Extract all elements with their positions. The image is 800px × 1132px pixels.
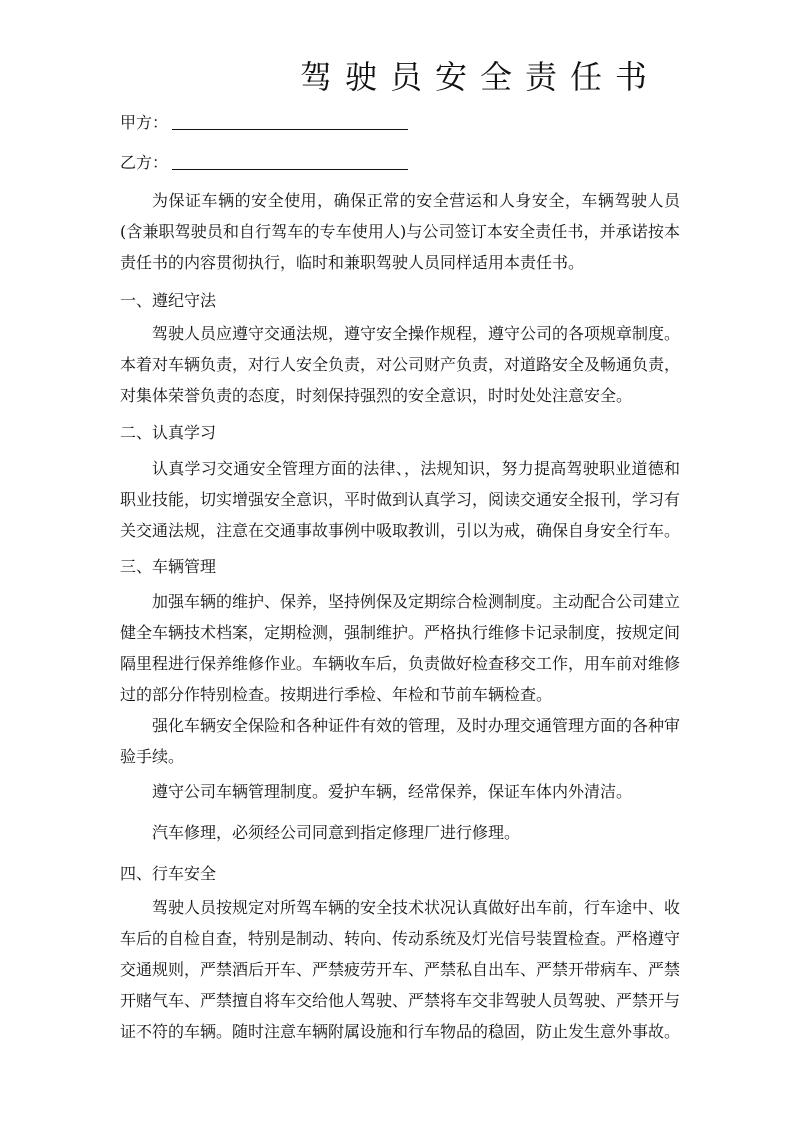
section-3-paragraph-4: 汽车修理，必须经公司同意到指定修理厂进行修理。 [152, 823, 521, 842]
party-b-label: 乙方： [120, 153, 169, 172]
document-title: 驾驶员安全责任书 [300, 58, 661, 96]
section-3-paragraph-2: 强化车辆安全保险和各种证件有效的管理，及时办理交通管理方面的各种审验手续。 [120, 716, 681, 766]
section-1-paragraph-1: 驾驶人员应遵守交通法规，遵守安全操作规程，遵守公司的各项规章制度。本着对车辆负责，对行人安全负责，对公司财产负责，对道路安全及畅通负责，对集体荣誉负责的态度，时刻保持强烈的安全意识，时时处处注意安全。 [120, 324, 681, 405]
section-heading-3: 三、车辆管理 [120, 557, 217, 576]
section-heading-2: 二、认真学习 [120, 423, 217, 442]
section-heading-4: 四、行车安全 [120, 864, 217, 883]
party-b-line [120, 150, 408, 173]
section-2-paragraph-1: 认真学习交通安全管理方面的法律、，法规知识，努力提高驾驶职业道德和职业技能，切实增强安全意识，平时做到认真学习，阅读交通安全报刊，学习有关交通法规，注意在交通事故事例中吸取教训，引以为戒，确保自身安全行车。 [120, 459, 681, 540]
section-4-paragraph-1: 驾驶人员按规定对所驾车辆的安全技术状况认真做好出车前，行车途中、收车后的自检自查，特别是制动、转向、传动系统及灯光信号装置检查。严格遵守交通规则，严禁酒后开车、严禁疲劳开车、严禁私自出车、严禁开带病车、严禁开赌气车、严禁擅自将车交给他人驾驶、严禁将车交非驾驶人员驾驶、严禁开与证不符的车辆。随时注意车辆附属设施和行车物品的稳固，防止发生意外事故。 [120, 898, 681, 1041]
section-3-paragraph-3: 遵守公司车辆管理制度。爱护车辆，经常保养，保证车体内外清洁。 [152, 782, 633, 801]
intro-paragraph: 为保证车辆的安全使用，确保正常的安全营运和人身安全，车辆驾驶人员(含兼职驾驶员和自行驾车的专车使用人)与公司签订本安全责任书，并承诺按本责任书的内容贯彻执行，临时和兼职驾驶人员同样适用本责任书。 [120, 191, 680, 272]
party-a-label: 甲方： [120, 113, 169, 132]
section-heading-1: 一、遵纪守法 [120, 291, 217, 310]
party-b-blank [172, 155, 408, 170]
party-a-blank [172, 115, 408, 130]
section-3-paragraph-1: 加强车辆的维护、保养，坚持例保及定期综合检测制度。主动配合公司建立健全车辆技术档案，定期检测，强制维护。严格执行维修卡记录制度，按规定间隔里程进行保养维修作业。车辆收车后，负责做好检查移交工作，用车前对维修过的部分作特别检查。按期进行季检、年检和节前车辆检查。 [120, 592, 681, 704]
party-a-line [120, 110, 408, 133]
